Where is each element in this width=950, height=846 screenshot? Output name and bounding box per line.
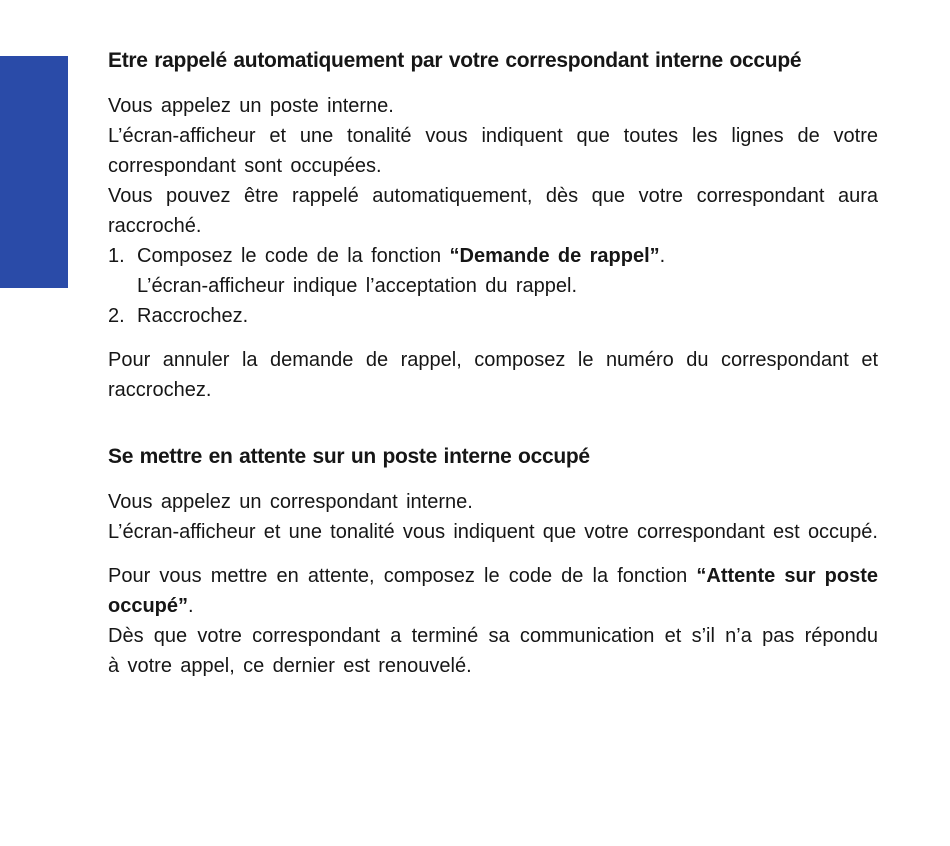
section (108, 442, 878, 681)
page-content (108, 46, 878, 681)
paragraph-block (108, 91, 878, 241)
list-number: 2. (108, 305, 125, 327)
text-segment: Vous appelez un correspondant interne. (108, 491, 473, 513)
paragraph-block (108, 561, 878, 681)
bold-text: occupé” (108, 595, 189, 617)
text-segment: raccrochez. (108, 379, 212, 401)
section-heading: Etre rappelé automatiquement par votre correspondant interne occupé (108, 49, 802, 72)
left-accent-bar (0, 56, 68, 288)
text-segment: Composez le code de la fonction (137, 245, 450, 267)
text-segment: Dès que votre correspondant a terminé sa communication et s’il n’a pas répondu (108, 625, 878, 647)
text-segment: L’écran-afficheur indique l’acceptation du rappel. (137, 275, 578, 297)
text-line (108, 271, 878, 301)
text-line (108, 621, 878, 651)
text-segment: L’écran-afficheur et une tonalité vous indiquent que votre correspondant est occupé. (108, 521, 878, 543)
paragraph-block (108, 345, 878, 405)
text-line (108, 561, 878, 591)
text-line (108, 517, 878, 547)
section-heading: Se mettre en attente sur un poste interne occupé (108, 445, 590, 468)
text-line (108, 487, 878, 517)
text-segment: . (188, 595, 194, 617)
bold-text: “Demande de rappel” (449, 245, 660, 267)
text-segment: L’écran-afficheur et une tonalité vous indiquent que toutes les lignes de votre (108, 125, 878, 147)
text-line (108, 211, 878, 241)
text-segment: Pour vous mettre en attente, composez le code de la fonction (108, 565, 697, 587)
list-number: 1. (108, 245, 125, 267)
bold-text: “Attente sur poste (696, 565, 879, 587)
text-line (108, 91, 878, 121)
text-line (108, 121, 878, 151)
text-segment: . (659, 245, 666, 267)
paragraph-block (108, 487, 878, 547)
text-line (108, 651, 878, 681)
text-segment: raccroché. (108, 215, 202, 237)
text-segment: Vous pouvez être rappelé automatiquement, dès que votre correspondant aura (108, 185, 878, 207)
text-line (108, 345, 878, 375)
text-segment: Pour annuler la demande de rappel, composez le numéro du correspondant et (108, 349, 878, 371)
text-segment: Vous appelez un poste interne. (108, 95, 394, 117)
text-line (108, 301, 878, 331)
text-segment: Raccrochez. (137, 305, 249, 327)
list-block (108, 241, 878, 331)
text-line (108, 241, 878, 271)
section (108, 46, 878, 405)
text-line (108, 181, 878, 211)
text-line (108, 591, 878, 621)
text-line (108, 151, 878, 181)
text-segment: correspondant sont occupées. (108, 155, 382, 177)
text-line (108, 375, 878, 405)
text-segment: à votre appel, ce dernier est renouvelé. (108, 655, 472, 677)
